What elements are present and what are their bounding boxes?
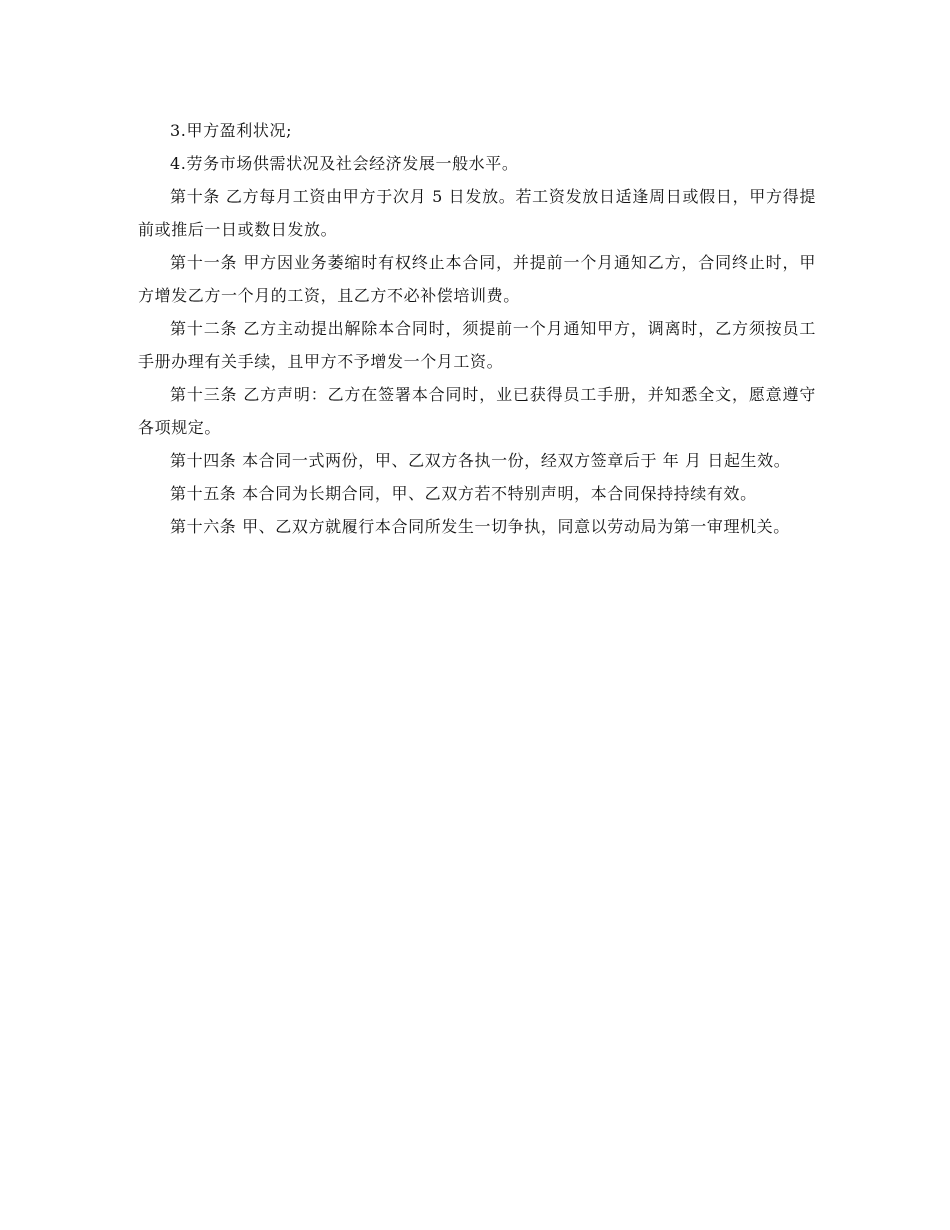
paragraph-article-16: 第十六条 甲、乙双方就履行本合同所发生一切争执，同意以劳动局为第一审理机关。 [170, 517, 790, 536]
paragraph-clause-3: 3.甲方盈利状况; [170, 121, 293, 140]
paragraph-article-12: 第十二条 乙方主动提出解除本合同时，须提前一个月通知甲方，调离时，乙方须按员工手册办理有关手续，且甲方不予增发一个月工资。 [138, 319, 816, 371]
paragraph-article-14: 第十四条 本合同一式两份，甲、乙双方各执一份，经双方签章后于 年 月 日起生效。 [170, 451, 791, 470]
paragraph-article-11: 第十一条 甲方因业务萎缩时有权终止本合同，并提前一个月通知乙方，合同终止时，甲方增发乙方一个月的工资，且乙方不必补偿培训费。 [138, 253, 816, 305]
paragraph-article-10: 第十条 乙方每月工资由甲方于次月 5 日发放。若工资发放日适逢周日或假日，甲方得提前或推后一日或数日发放。 [138, 187, 816, 239]
paragraph-clause-4: 4.劳务市场供需状况及社会经济发展一般水平。 [170, 154, 519, 173]
document-body [138, 114, 816, 543]
paragraph-article-13: 第十三条 乙方声明：乙方在签署本合同时，业已获得员工手册，并知悉全文，愿意遵守各项规定。 [138, 385, 816, 437]
paragraph-article-15: 第十五条 本合同为长期合同，甲、乙双方若不特别声明，本合同保持持续有效。 [170, 484, 757, 503]
